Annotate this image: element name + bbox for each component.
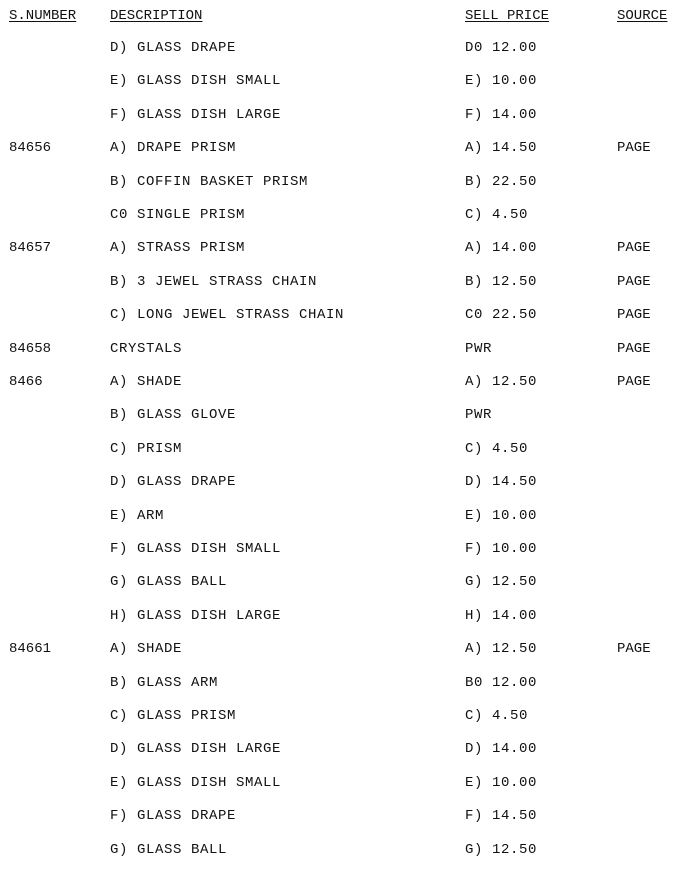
- table-row: [0, 105, 688, 125]
- item-description: C) GLASS PRISM: [110, 708, 237, 724]
- item-source: PAGE: [617, 374, 651, 390]
- item-sell-price: A) 14.50: [465, 140, 538, 157]
- header-number: S.NUMBER: [9, 8, 77, 24]
- item-sell-price: B) 12.50: [465, 273, 538, 290]
- item-description: E) ARM: [110, 507, 165, 524]
- item-sell-price: B0 12.00: [465, 674, 538, 691]
- header-sell-price: SELL PRICE: [465, 8, 550, 24]
- table-row: [0, 806, 688, 826]
- item-sell-price: A) 12.50: [465, 641, 538, 658]
- table-row: [0, 472, 688, 492]
- table-row: [0, 506, 688, 526]
- table-row: [0, 372, 688, 392]
- item-sell-price: C) 4.50: [465, 440, 529, 457]
- item-sell-price: B) 22.50: [465, 173, 538, 190]
- item-number: 8466: [9, 374, 43, 390]
- header-description: DESCRIPTION: [110, 8, 203, 24]
- item-sell-price: C) 4.50: [465, 708, 529, 724]
- item-number: 84661: [9, 641, 52, 658]
- item-description: B) GLASS ARM: [110, 674, 219, 691]
- item-sell-price: G) 12.50: [465, 574, 538, 591]
- table-row: [0, 238, 688, 258]
- table-row: [0, 739, 688, 759]
- table-row: [0, 305, 688, 325]
- table-row: [0, 339, 688, 359]
- item-sell-price: E) 10.00: [465, 507, 538, 524]
- table-row: [0, 606, 688, 626]
- item-description: C0 SINGLE PRISM: [110, 207, 246, 223]
- item-source: PAGE: [617, 240, 651, 257]
- item-description: B) 3 JEWEL STRASS CHAIN: [110, 273, 318, 290]
- item-sell-price: E) 10.00: [465, 774, 538, 791]
- item-description: C) LONG JEWEL STRASS CHAIN: [110, 307, 345, 324]
- item-description: H) GLASS DISH LARGE: [110, 607, 282, 624]
- item-sell-price: D0 12.00: [465, 40, 538, 56]
- table-row: [0, 138, 688, 158]
- table-row: [0, 439, 688, 459]
- item-description: E) GLASS DISH SMALL: [110, 774, 282, 791]
- table-row: [0, 38, 688, 58]
- item-sell-price: PWR: [465, 340, 493, 357]
- item-description: F) GLASS DISH LARGE: [110, 106, 282, 123]
- table-row: [0, 840, 688, 860]
- item-description: D) GLASS DRAPE: [110, 474, 237, 491]
- table-row: [0, 71, 688, 91]
- item-description: B) COFFIN BASKET PRISM: [110, 173, 309, 190]
- item-description: C) PRISM: [110, 440, 183, 457]
- item-description: G) GLASS BALL: [110, 841, 228, 858]
- item-sell-price: C0 22.50: [465, 307, 538, 324]
- item-sell-price: D) 14.00: [465, 741, 538, 758]
- item-sell-price: G) 12.50: [465, 841, 538, 858]
- item-number: 84658: [9, 340, 52, 357]
- table-row: [0, 172, 688, 192]
- item-description: D) GLASS DISH LARGE: [110, 741, 282, 758]
- table-row: [0, 773, 688, 793]
- table-row: [0, 572, 688, 592]
- item-description: F) GLASS DRAPE: [110, 808, 237, 825]
- item-sell-price: F) 14.50: [465, 808, 538, 825]
- column-header-row: [0, 6, 688, 26]
- item-description: A) DRAPE PRISM: [110, 140, 237, 157]
- table-row: [0, 405, 688, 425]
- table-row: [0, 673, 688, 693]
- item-description: D) GLASS DRAPE: [110, 40, 237, 56]
- item-source: PAGE: [617, 273, 651, 290]
- item-number: 84657: [9, 240, 52, 257]
- item-description: B) GLASS GLOVE: [110, 407, 237, 424]
- item-sell-price: A) 12.50: [465, 374, 538, 390]
- item-sell-price: A) 14.00: [465, 240, 538, 257]
- header-source: SOURCE: [617, 8, 668, 24]
- item-number: 84656: [9, 140, 52, 157]
- item-source: PAGE: [617, 307, 651, 324]
- table-row: [0, 539, 688, 559]
- item-description: A) STRASS PRISM: [110, 240, 246, 257]
- item-description: CRYSTALS: [110, 340, 183, 357]
- table-row: [0, 205, 688, 225]
- item-description: A) SHADE: [110, 374, 183, 390]
- item-sell-price: F) 14.00: [465, 106, 538, 123]
- item-sell-price: F) 10.00: [465, 541, 538, 557]
- item-sell-price: C) 4.50: [465, 207, 529, 223]
- item-sell-price: E) 10.00: [465, 73, 538, 90]
- item-source: PAGE: [617, 140, 651, 157]
- table-row: [0, 272, 688, 292]
- item-description: A) SHADE: [110, 641, 183, 658]
- item-sell-price: D) 14.50: [465, 474, 538, 491]
- table-row: [0, 706, 688, 726]
- item-description: G) GLASS BALL: [110, 574, 228, 591]
- item-description: F) GLASS DISH SMALL: [110, 541, 282, 557]
- item-source: PAGE: [617, 340, 651, 357]
- item-sell-price: H) 14.00: [465, 607, 538, 624]
- item-source: PAGE: [617, 641, 651, 658]
- table-row: [0, 639, 688, 659]
- item-sell-price: PWR: [465, 407, 493, 424]
- item-description: E) GLASS DISH SMALL: [110, 73, 282, 90]
